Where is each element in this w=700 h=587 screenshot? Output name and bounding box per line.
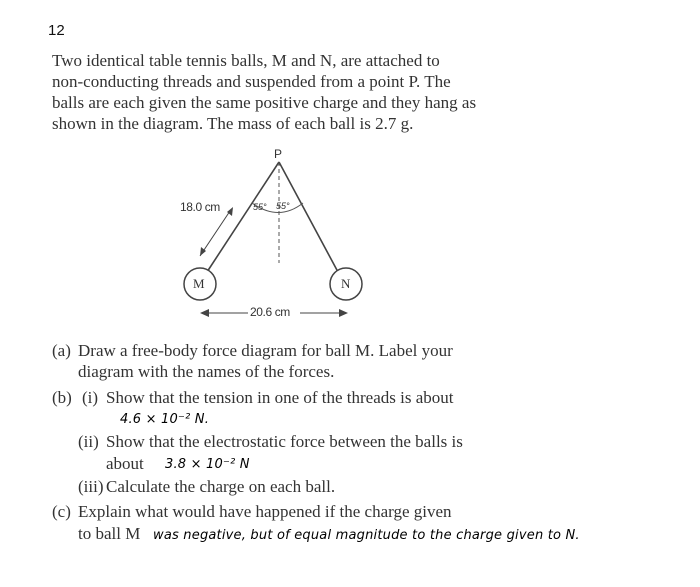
question-intro (52, 50, 532, 134)
part-c-handwritten: was negative, but of equal magnitude to the charge given to N. (153, 528, 580, 543)
question-number: 12 (48, 22, 65, 39)
intro-line: shown in the diagram. The mass of each ball is 2.7 g. (52, 114, 414, 133)
part-c-line: Explain what would have happened if the charge given (78, 502, 452, 521)
angle-right-label: 55° (276, 201, 290, 211)
part-b-ii-text: Show that the electrostatic force between the balls is (106, 432, 463, 451)
separation-arrowhead-left (200, 309, 209, 317)
part-b-label: (b) (52, 388, 72, 407)
angle-left-label: 55° (253, 202, 267, 212)
intro-line: balls are each given the same positive charge and they hang as (52, 93, 477, 112)
part-b-i-text: Show that the tension in one of the threads is about (106, 388, 454, 407)
thread-right (279, 162, 338, 272)
part-b-ii-handwritten: 3.8 × 10⁻² N (165, 457, 250, 472)
ball-n-label: N (341, 276, 351, 291)
separation-arrowhead-right (339, 309, 348, 317)
part-b-i-handwritten: 4.6 × 10⁻² N. (120, 412, 210, 427)
separation-label: 20.6 cm (250, 305, 290, 319)
thread-left (207, 162, 279, 272)
part-c-line: to ball M (78, 524, 141, 543)
part-a-label: (a) (52, 341, 71, 360)
pendulum-diagram (170, 148, 400, 326)
part-b-iii-text: Calculate the charge on each ball. (106, 477, 336, 496)
ball-m-label: M (193, 276, 205, 291)
intro-line: non-conducting threads and suspended from a point P. The (52, 72, 451, 91)
part-b-ii-label: (ii) (78, 432, 99, 451)
diagram-drawing (170, 148, 400, 326)
intro-line: Two identical table tennis balls, M and N, are attached to (52, 51, 440, 70)
length-arrow (200, 211, 230, 256)
part-b-iii-label: (iii) (78, 477, 104, 496)
part-b-ii-about: about (106, 454, 144, 473)
part-c-label: (c) (52, 502, 71, 521)
point-p-label: P (274, 147, 283, 161)
part-a-line: diagram with the names of the forces. (78, 362, 335, 381)
thread-length-label: 18.0 cm (180, 200, 220, 214)
part-a-line: Draw a free-body force diagram for ball M. Label your (78, 341, 453, 360)
part-b-i-label: (i) (82, 388, 99, 407)
